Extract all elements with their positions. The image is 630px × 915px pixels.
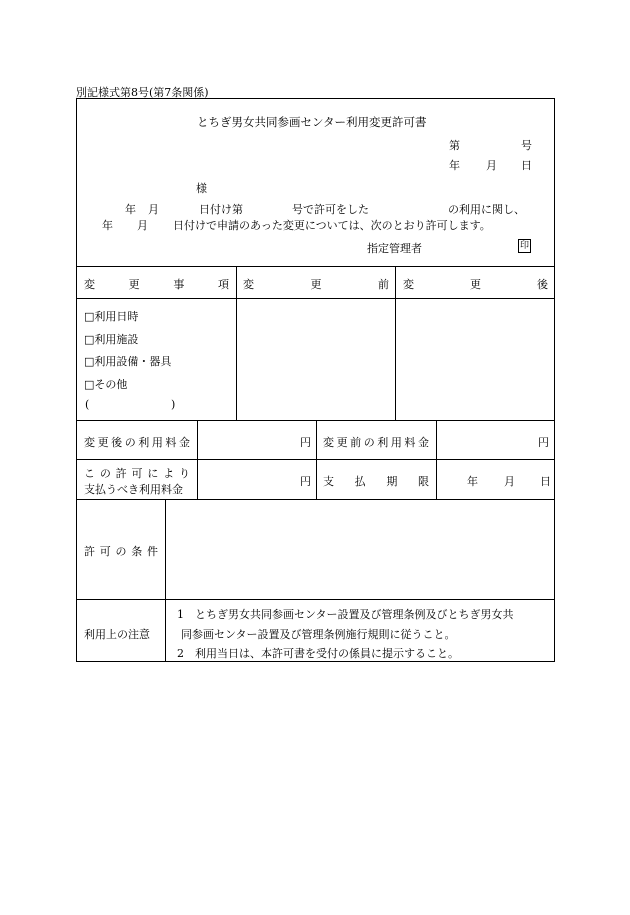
deadline-year: 年 xyxy=(467,475,478,488)
form-reference: 別記様式第8号(第7条関係) xyxy=(76,86,209,99)
form-frame xyxy=(76,98,555,662)
option-other: □その他 xyxy=(84,378,128,391)
note-1-line2: 同参画センター設置及び管理条例施行規則に従うこと。 xyxy=(181,628,456,641)
header-after: 変 更 後 xyxy=(403,278,548,291)
row-divider xyxy=(76,599,555,600)
body-l2-year: 年 xyxy=(102,219,113,232)
issuer-label: 指定管理者 xyxy=(367,242,422,255)
body-l1-day: 日付け第 xyxy=(199,203,243,216)
other-open-paren: ( xyxy=(85,398,90,411)
col-divider xyxy=(436,420,437,499)
payable-label-line2: 支払うべき利用料金 xyxy=(84,483,183,496)
payable-yen: 円 xyxy=(300,475,311,488)
row-divider xyxy=(76,499,555,500)
fee-after-yen: 円 xyxy=(300,436,311,449)
note-2: 2 利用当日は、本許可書を受付の係員に提示すること。 xyxy=(177,647,459,660)
date-month: 月 xyxy=(486,159,497,172)
fee-before-yen: 円 xyxy=(538,436,549,449)
option-facility: □利用施設 xyxy=(84,333,139,346)
header-item: 変 更 事 項 xyxy=(84,278,229,291)
notes-label: 利用上の注意 xyxy=(84,628,150,641)
payable-label-line1: こ の 許 可 に よ り xyxy=(84,467,190,480)
body-l1-month: 月 xyxy=(148,203,159,216)
note-1-line1: 1 とちぎ男女共同参画センター設置及び管理条例及びとちぎ男女共 xyxy=(177,608,514,621)
col-divider xyxy=(165,499,166,662)
body-l2-tail: 日付けで申請のあった変更については、次のとおり許可します。 xyxy=(173,219,491,232)
body-l1-tail: の利用に関し、 xyxy=(448,203,525,216)
seal-mark: 印 xyxy=(519,241,529,251)
col-divider xyxy=(236,266,237,420)
col-divider xyxy=(197,420,198,499)
option-equipment: □利用設備・器具 xyxy=(84,355,172,368)
row-divider xyxy=(76,266,555,267)
date-year: 年 xyxy=(449,159,460,172)
body-l1-year: 年 xyxy=(125,203,136,216)
form-title: とちぎ男女共同参画センター利用変更許可書 xyxy=(197,115,427,129)
deadline-month: 月 xyxy=(504,475,515,488)
row-divider xyxy=(76,298,555,299)
number-go: 号 xyxy=(521,139,532,152)
body-l1-go: 号で許可をした xyxy=(292,203,369,216)
date-day: 日 xyxy=(521,159,532,172)
col-divider xyxy=(316,420,317,499)
other-close-paren: ) xyxy=(171,398,176,411)
header-before: 変 更 前 xyxy=(243,278,389,291)
conditions-label: 許 可 の 条 件 xyxy=(84,545,158,558)
fee-before-label: 変 更 前 の 利 用 料 金 xyxy=(323,436,429,449)
deadline-day: 日 xyxy=(540,475,551,488)
addressee-honorific: 様 xyxy=(196,182,207,195)
col-divider xyxy=(395,266,396,420)
fee-after-label: 変 更 後 の 利 用 料 金 xyxy=(84,436,190,449)
deadline-label: 支 払 期 限 xyxy=(323,475,429,488)
body-l2-month: 月 xyxy=(137,219,148,232)
number-dai: 第 xyxy=(449,139,460,152)
option-usage-datetime: □利用日時 xyxy=(84,310,139,323)
